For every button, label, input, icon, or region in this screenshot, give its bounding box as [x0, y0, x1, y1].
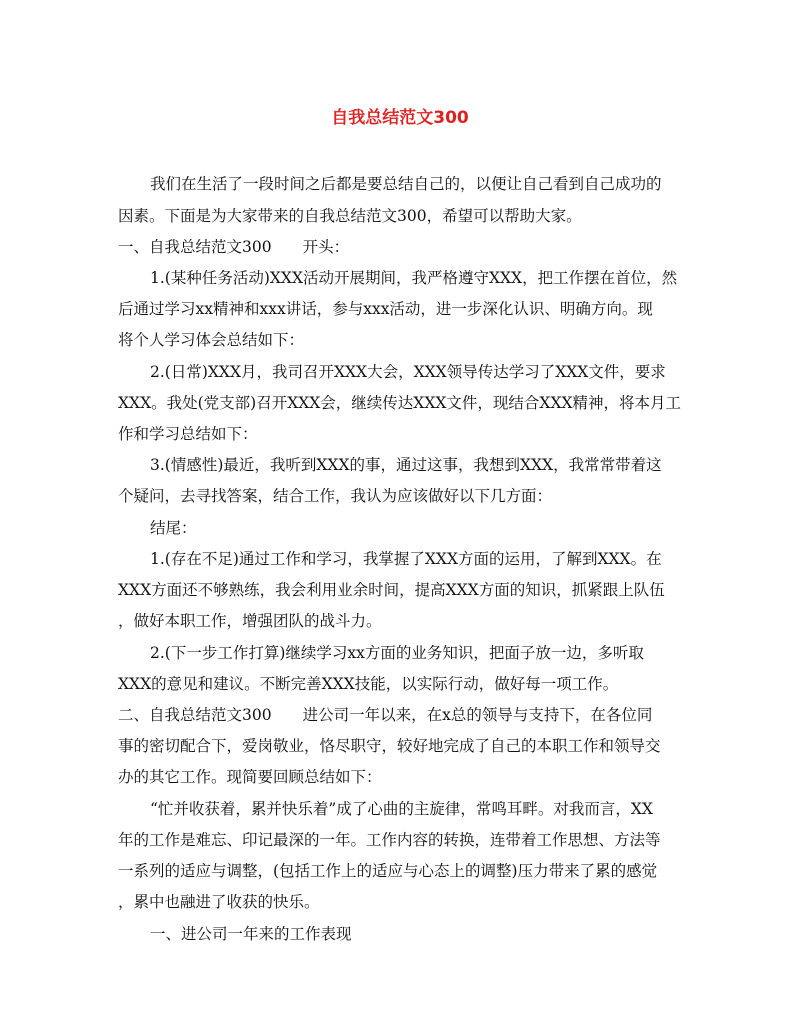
paragraph-line: ，做好本职工作，增强团队的战斗力。	[118, 612, 382, 630]
paragraph-line: 将个人学习体会总结如下：	[118, 331, 305, 349]
paragraph-line: XXX方面还不够熟练，我会利用业余时间，提高XXX方面的知识，抓紧跟上队伍	[118, 581, 665, 599]
paragraph-line: 2.(下一步工作打算)继续学习xx方面的业务知识，把面子放一边，多听取	[150, 644, 644, 662]
paragraph-line: ，累中也融进了收获的快乐。	[118, 893, 320, 911]
paragraph-line: 3.(情感性)最近，我听到XXX的事，通过这事，我想到XXX，我常常带着这	[150, 456, 662, 474]
paragraph-line: 我们在生活了一段时间之后都是要总结自己的，以便让自己看到自己成功的	[150, 175, 662, 193]
paragraph-line: “忙并收获着，累并快乐着”成了心曲的主旋律，常鸣耳畔。对我而言，XX	[150, 800, 653, 818]
paragraph-line: 一系列的适应与调整，(包括工作上的适应与心态上的调整)压力带来了累的感觉	[118, 862, 658, 880]
paragraph-line: 2.(日常)XXX月，我司召开XXX大会，XXX领导传达学习了XXX文件，要求	[150, 363, 666, 381]
section-heading: 一、自我总结范文300 开头：	[118, 238, 350, 256]
paragraph-line: 1.(存在不足)通过工作和学习，我掌握了XXX方面的运用，了解到XXX。在	[150, 550, 662, 568]
paragraph-line: 事的密切配合下，爱岗敬业，恪尽职守，较好地完成了自己的本职工作和领导交	[118, 737, 661, 755]
subsection-heading: 一、进公司一年来的工作表现	[150, 925, 352, 943]
section-heading: 二、自我总结范文300 进公司一年以来，在x总的领导与支持下，在各位同	[118, 706, 653, 724]
paragraph-line: 1.(某种任务活动)XXX活动开展期间，我严格遵守XXX，把工作摆在首位，然	[150, 269, 678, 287]
subheading-ending: 结尾：	[150, 519, 197, 537]
paragraph-line: 后通过学习xx精神和xxx讲话，参与xxx活动，进一步深化认识、明确方向。现	[118, 300, 653, 318]
paragraph-line: 个疑问，去寻找答案，结合工作，我认为应该做好以下几方面：	[118, 487, 553, 505]
paragraph-line: 年的工作是难忘、印记最深的一年。工作内容的转换，连带着工作思想、方法等	[118, 831, 661, 849]
paragraph-line: 办的其它工作。现简要回顾总结如下：	[118, 768, 382, 786]
document-title: 自我总结范文300	[331, 108, 469, 128]
paragraph-line: XXX的意见和建议。不断完善XXX技能，以实际行动，做好每一项工作。	[118, 675, 619, 693]
paragraph-line: 作和学习总结如下：	[118, 425, 258, 443]
paragraph-line: XXX。我处(党支部)召开XXX会，继续传达XXX文件，现结合XXX精神，将本月工	[118, 394, 682, 412]
paragraph-line: 因素。下面是为大家带来的自我总结范文300，希望可以帮助大家。	[118, 207, 582, 225]
